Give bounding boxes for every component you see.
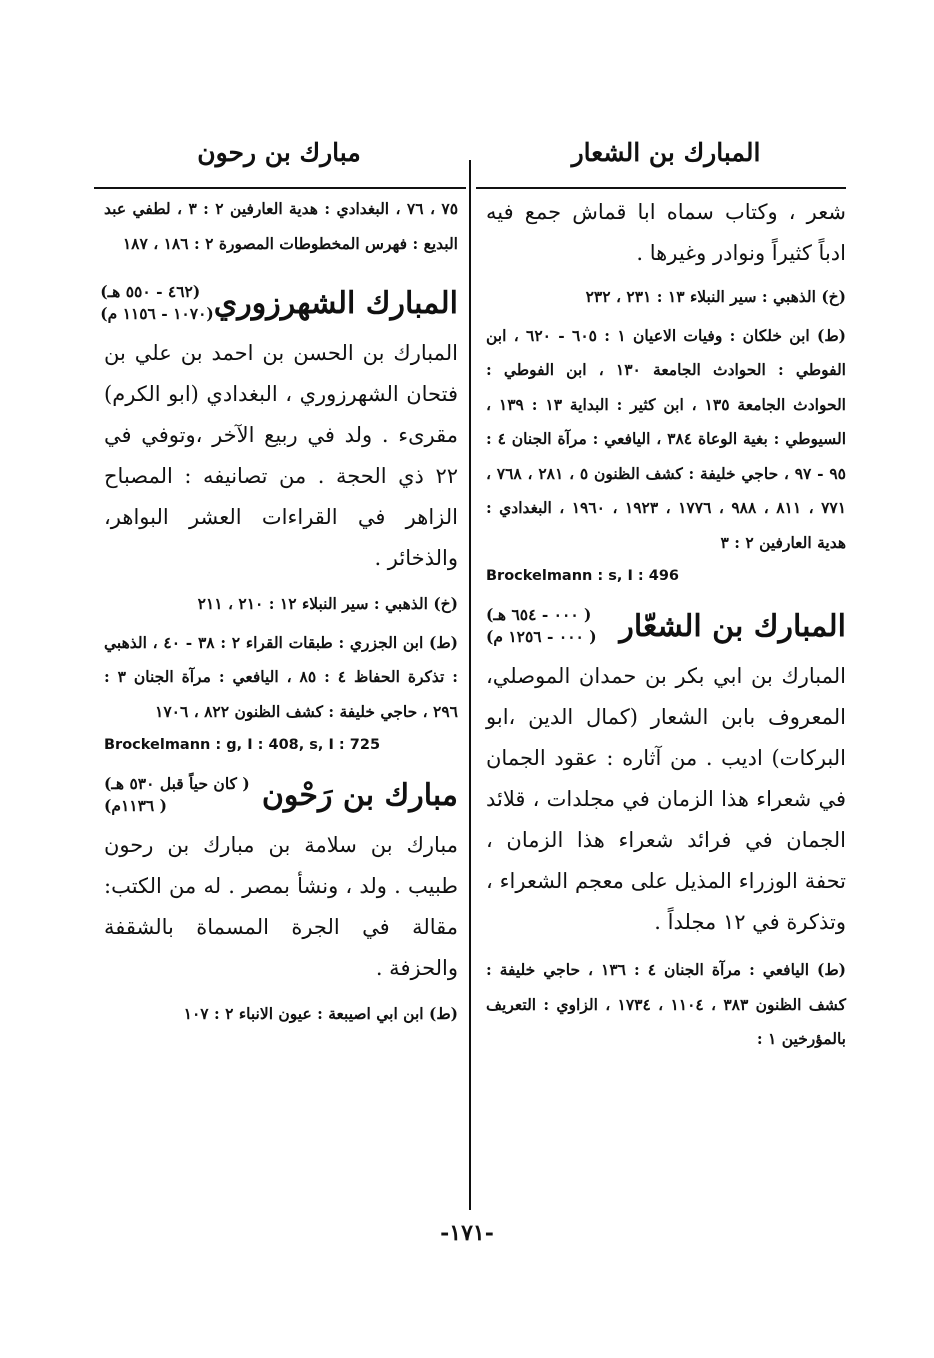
brockelmann-reference: Brockelmann : g, I : 408, s, I : 725 xyxy=(104,737,381,753)
entry-body: المبارك بن ابي بكر بن حمدان الموصلي، المعروف بابن الشعار (كمال الدين ،ابو البركات) اديب . من آثاره : عقود الجمان في شعراء هذا الزمان في مجلدات ، قلائد الجمان في فرائد شعراء هذا الزمان ، تحفة الوزراء المذيل على معجم الشعراء ، وتذكرة في ١٢ مجلداً . xyxy=(486,664,846,934)
header-rule-left xyxy=(94,187,466,189)
column-divider xyxy=(469,160,471,1210)
right-column xyxy=(486,192,846,1057)
running-header-left: مبارك بن رحون xyxy=(197,138,361,167)
printed-references: (ط) ابن خلكان : وفيات الاعيان ١ : ٦٠٥ - ٦٢٠ ، ابن الفوطي : الحوادث الجامعة ١٣٠ ، ابن الفوطي : الحوادث الجامعة ١٣٥ ، ابن كثير : البداية ١٣ : ١٣٩ ، السيوطي : بغية الوعاة ٣٨٤ ، اليافعي : مرآة الجنان ٤ : ٩٥ - ٩٧ ، حاجي خليفة : كشف الظنون ٥ ، ٢٨١ ، ٧٦٨ ، ٧٧١ ، ٨١١ ، ٩٨٨ ، ١٧٧٦ ، ١٩٢٣ ، ١٩٦٠ ، البغدادي : هدية العارفين ٢ : ٣ xyxy=(486,325,847,552)
entry-body: المبارك بن الحسن بن احمد بن علي بن فتحان الشهرزوري ، البغدادي (ابو الكرم) مقرىء . ولد في ربيع الآخر ،وتوفي في ٢٢ ذي الحجة . من تصانيفه : المصباح الزاهر في القراءات العشر البواهر، والذخائر . xyxy=(104,341,458,570)
running-header-right: المبارك بن الشعار xyxy=(571,138,761,167)
continued-entry-text: شعر ، وكتاب سماه ابا قماش جمع فيه ادباً كثيراً ونوادر وغيرها . xyxy=(486,200,846,265)
manuscript-references: (خ) الذهبي : سير النبلاء ١٢ : ٢١٠ ، ٢١١ xyxy=(197,594,458,613)
entry-heading xyxy=(104,773,458,817)
entry-dates xyxy=(100,281,214,325)
left-column xyxy=(100,192,459,1032)
entry-dates xyxy=(104,773,250,817)
page-number: -١٧١- xyxy=(440,1220,494,1246)
dates-hijri: ( ٠٠٠ - ٦٥٤ هـ) xyxy=(486,605,592,624)
entry-heading xyxy=(100,281,458,325)
dates-gregorian: (١٠٧٠ - ١١٥٦ م) xyxy=(100,304,214,323)
entry-name: مبارك بن رَحْون xyxy=(261,777,458,813)
dates-hijri: ( كان حياً قبل ٥٣٠ هـ) xyxy=(104,774,250,793)
entry-name: المبارك الشهرزوري xyxy=(213,285,458,321)
printed-references: (ط) اليافعي : مرآة الجنان ٤ : ١٣٦ ، حاجي خليفة : كشف الظنون ٣٨٣ ، ١١٠٤ ، ١٧٣٤ ، الزاوي : التعريف بالمؤرخين ١ : xyxy=(486,960,847,1048)
brockelmann-reference: Brockelmann : s, I : 496 xyxy=(486,568,679,584)
manuscript-references: (خ) الذهبي : سير النبلاء ١٣ : ٢٣١ ، ٢٣٢ xyxy=(585,287,846,306)
continued-references: ٧٥ ، ٧٦ ، البغدادي : هدية العارفين ٢ : ٣ ، لطفي عبد البديع : فهرس المخطوطات المصورة ٢ : ١٨٦ ، ١٨٧ xyxy=(104,199,459,253)
dates-hijri: (٤٦٢ - ٥٥٠ هـ) xyxy=(100,282,201,301)
printed-references: (ط) ابن الجزري : طبقات القراء ٢ : ٣٨ - ٤٠ ، الذهبي : تذكرة الحفاظ ٤ : ٨٥ ، اليافعي : مرآة الجنان ٣ : ٢٩٦ ، حاجي خليفة : كشف الظنون ٨٢٢ ، ١٧٠٦ xyxy=(104,632,458,721)
dates-gregorian: ( ٠٠٠ - ١٢٥٦ م) xyxy=(486,627,597,646)
entry-name: المبارك بن الشعّار xyxy=(619,608,846,644)
entry-dates xyxy=(486,604,597,648)
dates-gregorian: ( ١١٣٦م) xyxy=(104,796,167,815)
printed-references: (ط) ابن ابي اصيبعة : عيون الانباء ٢ : ١٠٧ xyxy=(183,1004,458,1023)
header-rule-right xyxy=(476,187,846,189)
entry-heading xyxy=(486,604,846,648)
entry-body: مبارك بن سلامة بن مبارك بن رحون طبيب . ولد ، ونشأ بمصر . له من الكتب: مقالة في الجرة المسماة بالشقفة والحزفة . xyxy=(104,833,458,980)
